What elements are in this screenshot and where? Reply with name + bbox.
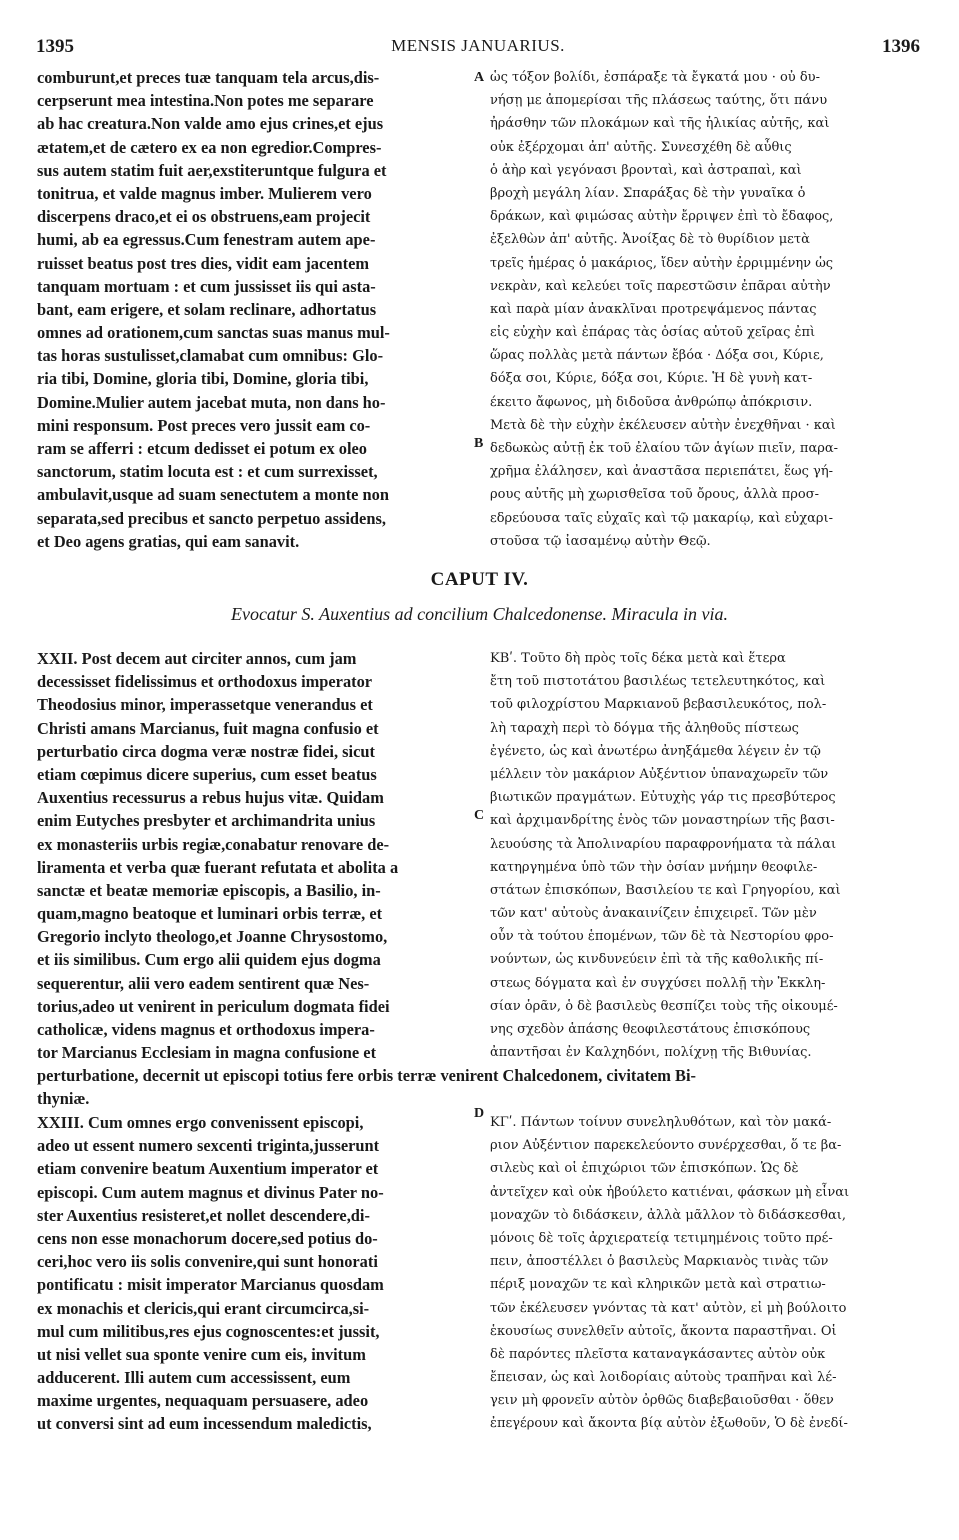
text-line: et Deo agens gratias, qui eam sanavit. xyxy=(37,531,300,551)
text-line: βιωτικῶν πραγμάτων. Εὐτυχὴς γάρ τις πρεσβύτερος xyxy=(490,790,836,806)
text-line: βροχὴ μεγάλη λίαν. Σπαράξας δὲ τὴν γυναῖκα ὁ xyxy=(490,185,806,201)
section-marker-a: A xyxy=(474,70,485,85)
text-line: ἐπεγέρουν καὶ ἄκοντα βίᾳ αὐτὸν ἐξωθοῦν, Ὁ δὲ ἐνεδί- xyxy=(490,1416,848,1432)
text-line: νης σχεδὸν ἁπάσης θεοφιλεστάτους ἐπισκόπους xyxy=(490,1022,811,1037)
text-line: εδρεύουσα ταῖς εὐχαῖς καὶ τῷ μακαρίῳ, καὶ εὐχαρι- xyxy=(490,510,833,526)
text-line: λὴ ταραχὴ περὶ τὸ δόγμα τῆς ἀληθοῦς πίστεως xyxy=(490,720,799,736)
text-line: ΚΒʹ. Τοῦτο δὴ πρὸς τοῖς δέκα μετὰ καὶ ἕτερα xyxy=(490,651,786,666)
text-line: sanctæ et beatæ memoriæ episcopis, a Basilio, in- xyxy=(37,880,381,900)
text-line: έκειτο ἄφωνος, μὴ διδοῦσα ἀνθρώπῳ ἀπόκρισιν. xyxy=(490,394,813,410)
section-marker-d: D xyxy=(474,1106,485,1121)
text-line: καὶ παρὰ μίαν ἀνακλῖναι προτρεψάμενος πάντας xyxy=(490,301,817,317)
text-line: σίαν ὁρᾶν, ὁ δὲ βασιλεὺς θεσπίζει τοὺς τῆς οἰκουμέ- xyxy=(490,998,838,1014)
text-line: bant, eam erigere, et solam reclinare, adhortatus xyxy=(37,299,377,319)
text-line: maxime urgentes, nequaquam persuasere, adeo xyxy=(37,1391,369,1411)
text-line: ram se afferri : etcum dedisset ei potum ex oleo xyxy=(37,439,367,458)
text-line: Christi amans Marcianus, fuit magna confusio et xyxy=(37,718,379,738)
text-line: mini responsum. Post preces vero jussit eam co- xyxy=(37,415,371,435)
latin-column-block-2 xyxy=(37,647,473,1064)
text-line: sequerentur, alii vero eadem sentirent quæ Nes- xyxy=(37,973,370,993)
text-line: πειν, ἀποστέλλει ὁ βασιλεὺς Μαρκιανὸς τινὰς τῶν xyxy=(490,1254,829,1270)
text-line: ἐξελθὼν ἀπ' αὐτῆς. Ἀνοίξας δὲ τὸ θυρίδιον μετὰ xyxy=(490,232,810,248)
text-line: adeo ut essent numero sexcenti triginta,jusserunt xyxy=(37,1136,380,1156)
text-line: XXIII. Cum omnes ergo convenissent episcopi, xyxy=(37,1113,364,1132)
text-line: ΚΓʹ. Πάντων τοίνυν συνεληλυθότων, καὶ τὸν μακά- xyxy=(490,1115,832,1130)
text-line: ἠράσθην τῶν πλοκάμων καὶ τῆς ἡλικίας αὐτῆς, καὶ xyxy=(490,116,830,132)
text-line: ster Auxentius resisteret,et nollet descendere,di- xyxy=(37,1205,370,1225)
section-marker-c: C xyxy=(474,808,485,823)
text-line: οὖν τὰ τούτου ἑπομένων, τῶν δὲ τὰ Νεστορίου φρο- xyxy=(490,929,834,945)
text-line: ab hac creatura.Non valde amo ejus crines,et ejus xyxy=(37,114,384,134)
text-line: χρῆμα ἐλάλησεν, καὶ ἀναστᾶσα περιεπάτει, ἕως γή- xyxy=(490,464,833,480)
full-width-text xyxy=(37,1064,921,1110)
text-line: pontificatu : misit imperator Marcianus quosdam xyxy=(37,1275,384,1295)
text-line: tas horas sustulisset,clamabat cum omnibus: Glo- xyxy=(37,346,384,366)
text-line: ex monasteriis urbis regiæ,conabatur renovare de- xyxy=(37,834,390,854)
text-line: καὶ ἀρχιμανδρίτης ἑνὸς τῶν μοναστηρίων τῆς βασι- xyxy=(490,813,835,829)
text-line: XXII. Post decem aut circiter annos, cum jam xyxy=(37,649,357,668)
text-line: ριον Αὐξέντιον παρεκελεύοντο συνέρχεσθαι, ὅ τε βα- xyxy=(490,1138,842,1154)
text-line: ἀπαντῆσαι ἐν Καλχηδόνι, πολίχνῃ τῆς Βιθυνίας. xyxy=(490,1045,812,1061)
text-line: etiam convenire beatum Auxentium imperator et xyxy=(37,1159,379,1179)
text-line: comburunt,et preces tuæ tanquam tela arcus,dis- xyxy=(37,68,380,87)
text-line: tor Marcianus Ecclesiam in magna confusione et xyxy=(37,1043,377,1063)
text-line: νεκρὰν, καὶ κελεύει τοῖς παρεστῶσιν ἐπᾶραι αὐτὴν xyxy=(490,278,831,294)
text-line: πέριξ μοναχῶν τε καὶ κληρικῶν μετὰ καὶ στρατιω- xyxy=(490,1277,826,1293)
greek-column-block-3 xyxy=(490,1111,920,1436)
text-line: τῶν κατ' αὐτοὺς ἀνακαινίζειν ἐπιχειρεῖ. Τῶν μὲν xyxy=(490,906,817,922)
chapter-subtitle: Evocatur S. Auxentius ad concilium Chalcedonense. Miracula in via. xyxy=(230,604,729,624)
text-line: ὥρας πολλὰς μετὰ πάντων ἔβόα · Δόξα σοι, Κύριε, xyxy=(490,348,824,364)
text-line: Domine.Mulier autem jacebat muta, non dans ho- xyxy=(37,392,386,412)
text-line: decessisset fidelissimus et orthodoxus imperator xyxy=(37,672,373,692)
text-line: δράκων, καὶ φιμώσας αὐτὴν ἔρριψεν ἐπὶ τὸ ἔδαφος, xyxy=(490,209,834,225)
text-line: quam,magno beatoque et luminari orbis terræ, et xyxy=(37,904,383,924)
text-line: ἑκουσίως συνελθεῖν αὐτοῖς, ἄκοντα παραστῆναι. Οἱ xyxy=(490,1323,837,1339)
text-line: thyniæ. xyxy=(37,1089,90,1109)
text-line: ex monachis et clericis,qui erant circumcirca,si- xyxy=(37,1298,370,1318)
page-number-left: 1395 xyxy=(36,36,74,57)
text-line: γειν μὴ φρονεῖν αὐτὸν ὀρθῶς διαβεβαιοῦσθαι · ὅθεν xyxy=(490,1393,834,1409)
text-line: μόνοις δὲ τοῖς ἀρχιερατείᾳ τετιμημένοις τοῦτο πρέ- xyxy=(490,1230,833,1246)
text-line: ambulavit,usque ad suam senectutem a monte non xyxy=(37,485,389,505)
text-line: ἔπεισαν, ὡς καὶ λοιδορίαις αὐτοὺς τραπῆναι καὶ λέ- xyxy=(490,1370,837,1386)
text-line: ὁ ἀὴρ καὶ γεγόνασι βρονταὶ, καὶ ἀστραπαὶ, καὶ xyxy=(490,162,802,178)
text-line: μέλλειν τὸν μακάριον Αὐξέντιον ὑπαναχωρεῖν τῶν xyxy=(490,766,829,782)
text-line: adducerent. Illi autem cum accessissent, eum xyxy=(37,1368,351,1388)
text-line: Gregorio inclyto theologo,et Joanne Chrysostomo, xyxy=(37,927,388,947)
greek-column-block-1 xyxy=(490,66,920,553)
chapter-heading: CAPUT IV. xyxy=(430,569,529,590)
text-line: ceri,hoc vero iis solis convenire,qui sunt honorati xyxy=(37,1252,378,1272)
text-line: enim Eutyches presbyter et archimandrita unius xyxy=(37,811,376,831)
text-line: νήσῃ με ἀπομερίσαι τῆς πλάσεως ταύτης, ὅτι πάνυ xyxy=(490,93,828,109)
text-line: catholicæ, videns magnus et orthodoxus impera- xyxy=(37,1020,375,1039)
text-line: tanquam mortuam : et cum jussisset iis qui asta- xyxy=(37,276,376,296)
text-line: ἔτη τοῦ πιστοτάτου βασιλέως τετελευτηκότος, καὶ xyxy=(490,674,826,690)
text-line: τῶν ἐκέλευσεν γνόντας τὰ κατ' αὐτὸν, εἰ μὴ βούλοιτο xyxy=(490,1300,847,1316)
latin-column-block-3 xyxy=(37,1111,473,1436)
text-line: ut conversi sint ad eum incessendum maledictis, xyxy=(37,1414,372,1434)
text-line: perturbatio circa dogma veræ nostræ fidei, sicut xyxy=(37,741,375,761)
text-line: δὲ παρόντες πλεῖστα καταναγκάσαντες αὐτὸν οὐκ xyxy=(490,1346,826,1362)
text-line: ὡς τόξον βολίδι, ἐσπάραξε τὰ ἔγκατά μου · οὐ δυ- xyxy=(490,70,820,85)
text-line: Auxentius recessurus a rebus hujus vitæ. Quidam xyxy=(37,788,384,808)
text-line: torius,adeo ut venirent in periculum dogmata fidei xyxy=(37,996,390,1016)
text-line: etiam cœpimus dicere superius, cum esset beatus xyxy=(37,764,377,784)
text-line: ria tibi, Domine, gloria tibi, Domine, gloria tibi, xyxy=(37,369,369,389)
text-line: ρους αὐτῆς μὴ χωρισθεῖσα τοῦ ὄρους, ἀλλὰ προσ- xyxy=(490,487,820,503)
text-line: liramenta et verba quæ fuerant refutata et abolita a xyxy=(37,857,399,877)
text-line: tonitrua, et valde magnus imber. Mulierem vero xyxy=(37,183,372,203)
text-line: sanctorum, statim locuta est : et cum surrexisset, xyxy=(37,462,378,482)
latin-column-block-1 xyxy=(37,66,473,553)
text-line: episcopi. Cum autem magnus et divinus Pater no- xyxy=(37,1182,384,1202)
text-line: ætatem,et de cætero ex ea non egredior.Compres- xyxy=(37,137,382,157)
text-line: humi, ab ea egressus.Cum fenestram autem ape- xyxy=(37,230,376,250)
text-line: μοναχῶν τὸ διδάσκειν, ἀλλὰ μᾶλλον τὸ διδάσκεσθαι, xyxy=(490,1207,847,1223)
text-line: στάτων ἐπισκόπων, Βασιλείου τε καὶ Γρηγορίου, καὶ xyxy=(490,882,841,898)
text-line: separata,sed precibus et sancto perpetuo assidens, xyxy=(37,508,386,528)
text-line: εἰς εὐχὴν καὶ ἐπάρας τὰς ὁσίας αὐτοῦ χεῖρας ἐπὶ xyxy=(490,325,816,341)
running-title: MENSIS JANUARIUS. xyxy=(391,36,565,55)
text-line: κατηργημένα ὑπὸ τῶν τὴν ὁσίαν μνήμην θεοφιλε- xyxy=(490,859,818,875)
text-line: et iis similibus. Cum ergo alii quidem ejus dogma xyxy=(37,950,381,970)
text-line: δόξα σοι, Κύριε, δόξα σοι, Κύριε. Ἡ δὲ γυνὴ κατ- xyxy=(490,371,813,387)
text-line: ruisset beatus post tres dies, vidit eam jacentem xyxy=(37,253,370,273)
page-header xyxy=(36,36,920,62)
section-marker-b: B xyxy=(474,436,484,451)
text-line: Μετὰ δὲ τὴν εὐχὴν ἐκέλευσεν αὐτὴν ἐνεχθῆναι · καὶ xyxy=(490,417,836,433)
text-line: Theodosius minor, imperassetque venerandus et xyxy=(37,695,373,715)
text-line: discerpens draco,et ei os obstruens,eam projecit xyxy=(37,207,371,227)
text-line: δεδωκὼς αὐτῇ ἐκ τοῦ ἐλαίου τῶν ἁγίων πιεῖν, παρα- xyxy=(490,441,839,456)
text-line: τρεῖς ἡμέρας ὁ μακάριος, ἴδεν αὐτὴν ἐρριμμένην ὡς xyxy=(490,255,834,271)
text-line: omnes ad orationem,cum sanctas suas manus mul- xyxy=(37,323,390,343)
text-line: τοῦ φιλοχρίστου Μαρκιανοῦ βεβασιλευκότος, πολ- xyxy=(490,697,827,713)
text-line: στεως δόγματα καὶ ἐν συγχύσει πολλῇ τὴν Ἐκκλη- xyxy=(490,975,826,991)
text-line: λευούσης τὰ Ἀπολιναρίου παραφρονήματα τὰ πάλαι xyxy=(490,836,837,852)
text-line: cerpserunt mea intestina.Non potes me separare xyxy=(37,91,374,111)
greek-column-block-2 xyxy=(490,647,920,1064)
text-line: στοῦσα τῷ ἰασαμένῳ αὐτὴν Θεῷ. xyxy=(490,533,711,549)
text-line: οὐκ ἐξέρχομαι ἀπ' αὐτῆς. Συνεσχέθη δὲ αὖθις xyxy=(490,139,792,155)
text-line: sus autem statim fuit aer,exstiteruntque fulgura et xyxy=(37,160,387,180)
text-line: ἀντεῖχεν καὶ οὐκ ἠβούλετο κατιέναι, φάσκων μὴ εἶναι xyxy=(490,1184,850,1200)
text-line: νούντων, ὡς κινδυνεύειν ἐπὶ τὰ τῆς καθολικῆς πί- xyxy=(490,952,824,968)
text-line: ut nisi vellet sua sponte venire cum eis, invitum xyxy=(37,1344,366,1364)
text-line: ἐγένετο, ὡς καὶ ἀνωτέρω ἀνηξάμεθα λέγειν ἐν τῷ xyxy=(490,743,821,759)
text-line: σιλεὺς καὶ οἱ ἐπιχώριοι τῶν ἐπισκόπων. Ὡς δὲ xyxy=(490,1161,799,1177)
page-number-right: 1396 xyxy=(882,36,920,57)
text-line: cens non esse monachorum docere,sed potius do- xyxy=(37,1228,378,1248)
text-line: perturbatione, decernit ut episcopi totius fere orbis terræ venirent Chalcedonem, civitatem Bi- xyxy=(37,1066,696,1085)
text-line: mul cum militibus,res ejus cognoscentes:et jussit, xyxy=(37,1321,380,1341)
